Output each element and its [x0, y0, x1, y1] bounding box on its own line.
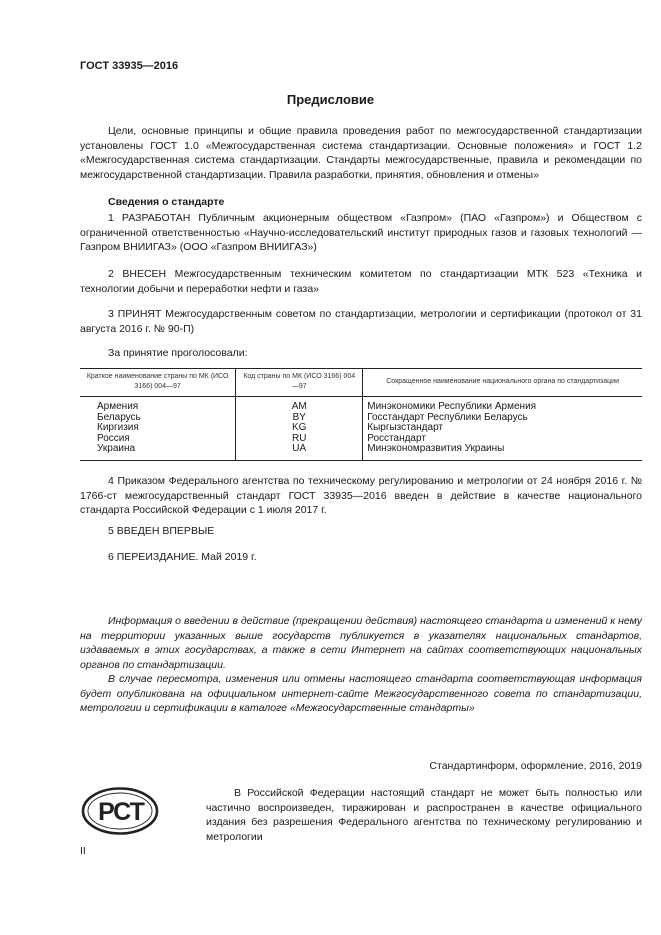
- publisher-line: Стандартинформ, оформление, 2016, 2019: [429, 760, 642, 772]
- table-header-row: [80, 369, 642, 397]
- table-cell-country: Киргизия: [97, 422, 139, 433]
- table-row: [80, 397, 642, 413]
- info-block: [80, 614, 642, 716]
- table-cell-code: BY: [236, 413, 363, 424]
- item-2: [80, 267, 642, 296]
- item-6: [80, 550, 642, 565]
- table-cell-body: Минэкономразвития Украины: [363, 444, 642, 460]
- item-3-text: 3 ПРИНЯТ Межгосударственным советом по стандартизации, метрологии и сертификации (протокол от 31 августа 2016 г. № 90-П): [80, 308, 642, 335]
- item-6-text: 6 ПЕРЕИЗДАНИЕ. Май 2019 г.: [108, 551, 257, 563]
- table-cell-country: Украина: [80, 444, 236, 460]
- table-cell-country: Беларусь: [97, 411, 141, 423]
- item-3: [80, 307, 642, 336]
- item-1: [80, 211, 642, 255]
- table-row: [80, 423, 642, 434]
- intro-text: Цели, основные принципы и общие правила проведения работ по межгосударственной стандартизации установлены ГОСТ 1.0 «Межгосударственная система стандартизации. Основные положения» и ГОСТ 1.2 «Межгосударственная система стандартизации. Стандарты межгосударственные, правила и рекомендации по межгосударственной стандартизации. Правила разработки, принятия, обновления и отмены»: [80, 125, 642, 181]
- table-cell-code: KG: [236, 423, 363, 434]
- table-header-country: Краткое наименование страны по МК (ИСО 3166) 004—97: [80, 369, 236, 397]
- page-number: II: [80, 845, 86, 857]
- table-cell-body: Кыргызстандарт: [363, 423, 642, 434]
- table-cell-body: Минэкономики Республики Армения: [363, 397, 642, 413]
- item-4: [80, 474, 642, 518]
- item-4-text: 4 Приказом Федерального агентства по техническому регулированию и метрологии от 24 ноября 2016 г. № 1766-ст межгосударственный стандарт ГОСТ 33935—2016 введен в действие в качестве национального стандарта Российской Федерации с 1 июля 2017 г.: [80, 475, 642, 516]
- item-1-text: 1 РАЗРАБОТАН Публичным акционерным обществом «Газпром» (ПАО «Газпром») и Обществом с ограниченной ответственностью «Научно-исследовательский институт природных газов и газовых технологий — Газпром ВНИИГАЗ» (ООО «Газпром ВНИИГАЗ»): [80, 212, 642, 253]
- table-row: [80, 444, 642, 460]
- item-5: [80, 524, 642, 539]
- vote-intro: [80, 346, 642, 361]
- table-header-code: Код страны по МК (ИСО 3166) 004—97: [236, 369, 363, 397]
- rst-logo-text: РСТ: [98, 798, 144, 826]
- vote-intro-text: За принятие проголосовали:: [108, 347, 248, 359]
- copyright-notice-text: В Российской Федерации настоящий стандарт не может быть полностью или частично воспроизведен, тиражирован и распространен в качестве официального издания без разрешения Федерального агентства по техническому регулированию и метрологии: [206, 787, 642, 843]
- info-paragraph-1: Информация о введении в действие (прекращении действия) настоящего стандарта и изменений к нему на территории указанных выше государств публикуется в указателях национальных стандартов, издаваемых в этих государствах, а также в сети Интернет на сайтах соответствующих национальных органов по стандартизации.: [80, 615, 642, 671]
- table-row: [80, 413, 642, 424]
- intro-paragraph: [80, 124, 642, 182]
- section-title: Сведения о стандарте: [108, 196, 225, 208]
- table-row: [80, 434, 642, 445]
- page-title: Предисловие: [286, 92, 375, 107]
- info-paragraph-2: В случае пересмотра, изменения или отмены настоящего стандарта соответствующая информация будет опубликована на официальном интернет-сайте Межгосударственного совета по стандартизации, метрологии и сертификации в каталоге «Межгосударственные стандарты»: [80, 673, 642, 714]
- table-cell-body: Росстандарт: [363, 434, 642, 445]
- table-header-body: Сокращенное наименование национального органа по стандартизации: [363, 369, 642, 397]
- copyright-notice: [80, 786, 642, 844]
- table-cell-body: Госстандарт Республики Беларусь: [363, 413, 642, 424]
- document-code-header: ГОСТ 33935—2016: [80, 60, 179, 72]
- table-cell-country: Армения: [97, 401, 139, 412]
- table-cell-country: Россия: [97, 432, 130, 444]
- table-cell-code: UA: [236, 444, 363, 460]
- voting-table: [80, 368, 642, 461]
- table-cell-code: RU: [236, 434, 363, 445]
- item-2-text: 2 ВНЕСЕН Межгосударственным техническим комитетом по стандартизации МТК 523 «Техника и технологии добычи и переработки нефти и газа»: [80, 268, 642, 295]
- item-5-text: 5 ВВЕДЕН ВПЕРВЫЕ: [108, 525, 215, 537]
- table-cell-code: AM: [236, 397, 363, 413]
